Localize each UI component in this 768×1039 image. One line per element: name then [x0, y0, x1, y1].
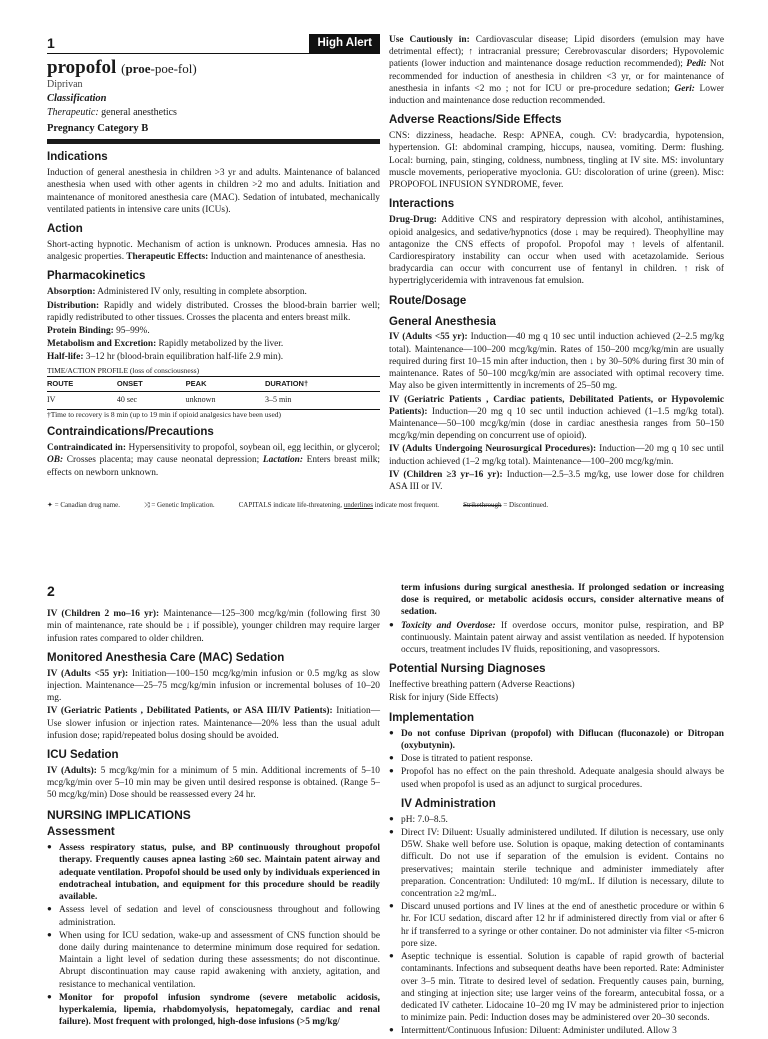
assessment-heading: Assessment [47, 826, 115, 839]
distribution-text: Distribution: Rapidly and widely distributed. Crosses the blood-brain barrier well; rapidly redistributed to other tissues. Crosses the placenta and enters breast milk. [47, 300, 380, 323]
metabolism-text: Metabolism and Excretion: Rapidly metabolized by the liver. [47, 339, 284, 350]
iv-administration-list [389, 814, 724, 1038]
legend-capitals: CAPITALS indicate life-threatening, underlines indicate most frequent. [238, 501, 440, 509]
action-text: Short-acting hypnotic. Mechanism of action is unknown. Produces amnesia. Has no analgesic properties. Therapeutic Effects: Induction and maintenance of anesthesia. [47, 239, 380, 263]
pronunciation: (proe-poe-fol) [121, 61, 197, 76]
pharmacokinetics-heading: Pharmacokinetics [47, 270, 146, 283]
dose-adults-text: IV (Adults <55 yr): Induction—40 mg q 10 sec until induction achieved (2–2.5 mg/kg total). Maintenance—100–200 mcg/kg/min. Rates of 150–200 mcg/kg/min are usually required during first 10–15 min after induction, then ↓ by 30–50% during first 30 min of maintenance. Rates of 50–100 mcg/kg/min are associated with optimal recovery time. May also be given intermittently in increments of 25–50 mg. [389, 332, 725, 392]
legend-strikethrough: Strikethrough = Discontinued. [463, 501, 549, 509]
classification-label: Classification [47, 92, 107, 104]
table-cell: unknown [186, 392, 265, 409]
contraindications-heading: Contraindications/Precautions [47, 426, 214, 439]
dna-helix-icon: ⤨ [144, 501, 150, 509]
monograph-page-2 [0, 572, 768, 1037]
list-item: ● Assess respiratory status, pulse, and BP continuously throughout propofol therapy. Frequently causes apnea lasting ≥60 sec. Maintain patent airway and adequate ventilation. Propofol should be used only by individuals experienced in endotracheal intubation, and equipment for this procedure should be readily available. [47, 842, 380, 903]
iv-administration-heading: IV Administration [401, 797, 496, 810]
right-column [389, 34, 724, 494]
page-header [47, 34, 380, 55]
list-item: ● Dose is titrated to patient response. [389, 753, 724, 765]
action-heading: Action [47, 223, 83, 236]
contraindications-text: Contraindicated in: Hypersensitivity to propofol, soybean oil, egg lecithin, or glycerol; OB: Crosses placenta; may cause neonatal depression; Lactation: Enters breast milk; effects on newborn unknown. [47, 443, 380, 478]
adverse-reactions-text: CNS: dizziness, headache. Resp: APNEA, cough. CV: bradycardia, hypotension, hypertension. GI: abdominal cramping, hiccups, nausea, vomiting. Derm: flushing. Local: burning, pain, stinging, coldness, numbness, tingling at IV site. MS: involuntary muscle movements, perioperative myoclonia. GU: discoloration of urine (green). Misc: PROPOFOL INFUSION SYNDROME, fever. [389, 131, 724, 191]
use-cautiously-text: Use Cautiously in: Cardiovascular disease; Lipid disorders (emulsion may have detrimental effect); ↑ intracranial pressure; Cerebrovascular disorders; Hypovolemic patients (lower induction and maintenance dosage reduction recommended); Pedi: Not recommended for induction of anesthesia in children <3 yr, or for maintenance of anesthesia in infants <2 mo ; not for ICU or pre-procedure sedation; Geri: Lower induction and maintenance dose reduction recommended. [389, 35, 725, 107]
table-cell: 3–5 min [265, 392, 380, 409]
table-row [47, 392, 380, 409]
column-header: PEAK [186, 377, 265, 392]
list-item: ● Direct IV: Diluent: Usually administered undiluted. If dilution is necessary, use only D5W. Shake well before use. Solution is opaque, making detection of contaminants difficult. Do not use if separation of the emulsion is evident. Contains no preservatives; maintain sterile technique and administer immediately after preparation. Concentration: Undiluted: 10 mg/mL. If dilution is necessary, dilute to concentration ≥2 mg/mL. [389, 827, 724, 900]
diagnosis-item: Ineffective breathing pattern (Adverse Reactions) [389, 680, 575, 691]
table-cell: 40 sec [117, 392, 186, 409]
trade-name: Diprivan [47, 78, 83, 90]
mac-adults-text: IV (Adults <55 yr): Initiation—100–150 mcg/kg/min infusion or 0.5 mg/kg as slow injection. Maintenance—25–75 mcg/kg/min infusion or incremental boluses of 10–20 mg. [47, 668, 380, 704]
list-item: ● Assess level of sedation and level of consciousness throughout and following administration. [47, 904, 380, 928]
implementation-list [389, 728, 724, 791]
drug-name: propofol [47, 57, 117, 78]
nursing-implications-heading: NURSING IMPLICATIONS [47, 807, 191, 822]
column-header: DURATION† [265, 377, 380, 392]
page-number: 2 [47, 583, 55, 599]
time-action-table [47, 376, 380, 409]
list-item: ● When using for ICU sedation, wake-up and assessment of CNS function should be done daily during maintenance to determine minimum dose required for sedation. Maintain a light level of sedation during these assessments; do not discontinue. Abrupt discontinuation may cause rapid awakening with anxiety, agitation, and resistance to mechanical ventilation. [47, 930, 380, 991]
time-action-title: TIME/ACTION PROFILE (loss of consciousness) [47, 365, 200, 375]
table-header-row [47, 377, 380, 392]
mac-geriatric-text: IV (Geriatric Patients , Debilitated Patients, or ASA III/IV Patients): Initiation—Use slower infusion or injection rates. Maintenance—20% less than the usual adult infusion dose; rapid/repeated bolus dosing should be avoided. [47, 706, 381, 741]
general-anesthesia-heading: General Anesthesia [389, 315, 496, 328]
table-cell: IV [47, 392, 117, 409]
overdose-list [389, 620, 724, 657]
list-item: ● Do not confuse Diprivan (propofol) with Diflucan (fluconazole) or Ditropan (oxybutynin). [389, 728, 724, 752]
column-header: ONSET [117, 377, 186, 392]
high-alert-badge: High Alert [309, 34, 380, 54]
list-item: ● Aseptic technique is essential. Solution is capable of rapid growth of bacterial contaminants. Infections and subsequent deaths have been reported. Rate: Administer over 3–5 min. Titrate to desired level of sedation. Frequently causes pain, burning, and stinging at injection site; use larger veins of the forearm, antecubital fossa, or a dedicated IV catheter. Lidocaine 10–20 mg IV may be administered prior to injection to minimize pain. Pedi: Induction doses may be administered over 20–30 seconds. [389, 951, 724, 1024]
list-item: ● pH: 7.0–8.5. [389, 814, 724, 826]
dose-neurosurgical-text: IV (Adults Undergoing Neurosurgical Procedures): Induction—20 mg q 10 sec until induction achieved (1–2 mg/kg total). Maintenance—100–200 mcg/kg/min. [389, 444, 725, 467]
column-header: ROUTE [47, 377, 117, 392]
absorption-text: Absorption: Administered IV only, resulting in complete absorption. [47, 287, 307, 298]
left-column [47, 58, 380, 480]
page-number: 1 [47, 35, 55, 51]
dose-peds-text: IV (Children 2 mo–16 yr): Maintenance—125–300 mcg/kg/min (following first 30 min of maintenance, rate should be ↓ if possible), younger children may require larger infusion rates compared to older children. [47, 609, 380, 644]
route-dosage-heading: Route/Dosage [389, 294, 467, 307]
half-life-text: Half-life: 3–12 hr (blood-brain equilibration half-life 2.9 min). [47, 352, 284, 363]
nursing-diagnoses-heading: Potential Nursing Diagnoses [389, 663, 546, 676]
section-divider [47, 139, 380, 144]
icu-sedation-text: IV (Adults): 5 mcg/kg/min for a minimum of 5 min. Additional increments of 5–10 mcg/kg/min over 5–10 min may be given until desired response is obtained. (Range 5–50 mcg/kg/min) Dose should be reassessed every 24 hr. [47, 766, 380, 801]
list-item: ● Toxicity and Overdose: If overdose occurs, monitor pulse, respiration, and BP continuously. Maintain patent airway and assist ventilation as needed. If hypotension occurs, treatment includes IV fluids, repositioning, and vasopressors. [389, 620, 724, 657]
dose-geriatric-text: IV (Geriatric Patients , Cardiac patients, Debilitated Patients, or Hypovolemic Patients): Induction—20 mg q 10 sec until induction achieved (1–1.5 mg/kg total). Maintenance—50–100 mcg/kg/min (dose in cardiac anesthesia ranges from 50–150 mcg/kg/min depending on concurrent use of opioid). [389, 394, 724, 442]
left-column-2 [47, 582, 380, 1030]
interactions-text: Drug-Drug: Additive CNS and respiratory depression with alcohol, antihistamines, opioid analgesics, and sedative/hypnotics (dose ↓ may be required). Theophylline may antagonize the CNS effects of propofol. Propofol may ↑ levels of alfentanil. Cardiorespiratory instability can occur when used with acetazolamide. Serious bradycardia can occur with concurrent use of fentanyl in children. ↑ risk of hypertriglyceridemia with intravenous fat emulsion. [389, 215, 724, 287]
list-item: ● Intermittent/Continuous Infusion: Diluent: Administer undiluted. Allow 3 [389, 1025, 724, 1037]
list-item: ● Discard unused portions and IV lines at the end of anesthetic procedure or within 6 hr. For ICU sedation, discard after 12 hr if administered directly from vial or after 6 hr if transferred to a syringe or other container. Do not administer via filter <5-micron pore size. [389, 901, 724, 950]
time-action-footnote: †Time to recovery is 8 min (up to 19 min if opioid analgesics have been used) [47, 409, 282, 419]
interactions-heading: Interactions [389, 198, 455, 211]
adverse-reactions-heading: Adverse Reactions/Side Effects [389, 114, 562, 127]
header-rule [47, 53, 380, 54]
legend-bar [47, 501, 727, 510]
continued-text: term infusions during surgical anesthesia. If prolonged sedation or increasing dose is required, or metabolic acidosis occurs, consider alternative means of sedation. [401, 583, 724, 618]
legend-canadian: ✦ = Canadian drug name. [47, 501, 120, 509]
list-item: ● Propofol has no effect on the pain threshold. Adequate analgesia should always be used when propofol is used as an adjunct to surgical procedures. [389, 766, 724, 790]
maple-leaf-icon: ✦ [47, 501, 53, 509]
icu-sedation-heading: ICU Sedation [47, 749, 119, 762]
list-item: ● Monitor for propofol infusion syndrome (severe metabolic acidosis, hyperkalemia, lipemia, rhabdomyolysis, hepatomegaly, cardiac and renal failure). Most frequent with prolonged, high-dose infusions (>5 mg/kg/ [47, 992, 380, 1029]
indications-heading: Indications [47, 151, 108, 164]
indications-text: Induction of general anesthesia in children >3 yr and adults. Maintenance of balanced anesthesia when used with other agents in children >2 mo and adults. Initiation and maintenance of monitored anesthesia care (MAC). Sedation of intubated, mechanically ventilated patients in intensive care units (ICUs). [47, 168, 380, 215]
pregnancy-category: Pregnancy Category B [47, 122, 149, 134]
assessment-list [47, 842, 380, 1028]
implementation-heading: Implementation [389, 711, 474, 724]
protein-binding-text: Protein Binding: 95–99%. [47, 326, 150, 336]
diagnosis-item: Risk for injury (Side Effects) [389, 693, 499, 704]
mac-sedation-heading: Monitored Anesthesia Care (MAC) Sedation [47, 651, 285, 664]
therapeutic-class: Therapeutic: general anesthetics [47, 106, 177, 118]
right-column-2 [389, 582, 724, 1039]
legend-genetic: ⤨ = Genetic Implication. [144, 501, 215, 509]
drug-title [47, 58, 380, 78]
dose-children-text: IV (Children ≥3 yr–16 yr): Induction—2.5–3.5 mg/kg, use lower dose for children ASA III or IV. [389, 469, 724, 493]
